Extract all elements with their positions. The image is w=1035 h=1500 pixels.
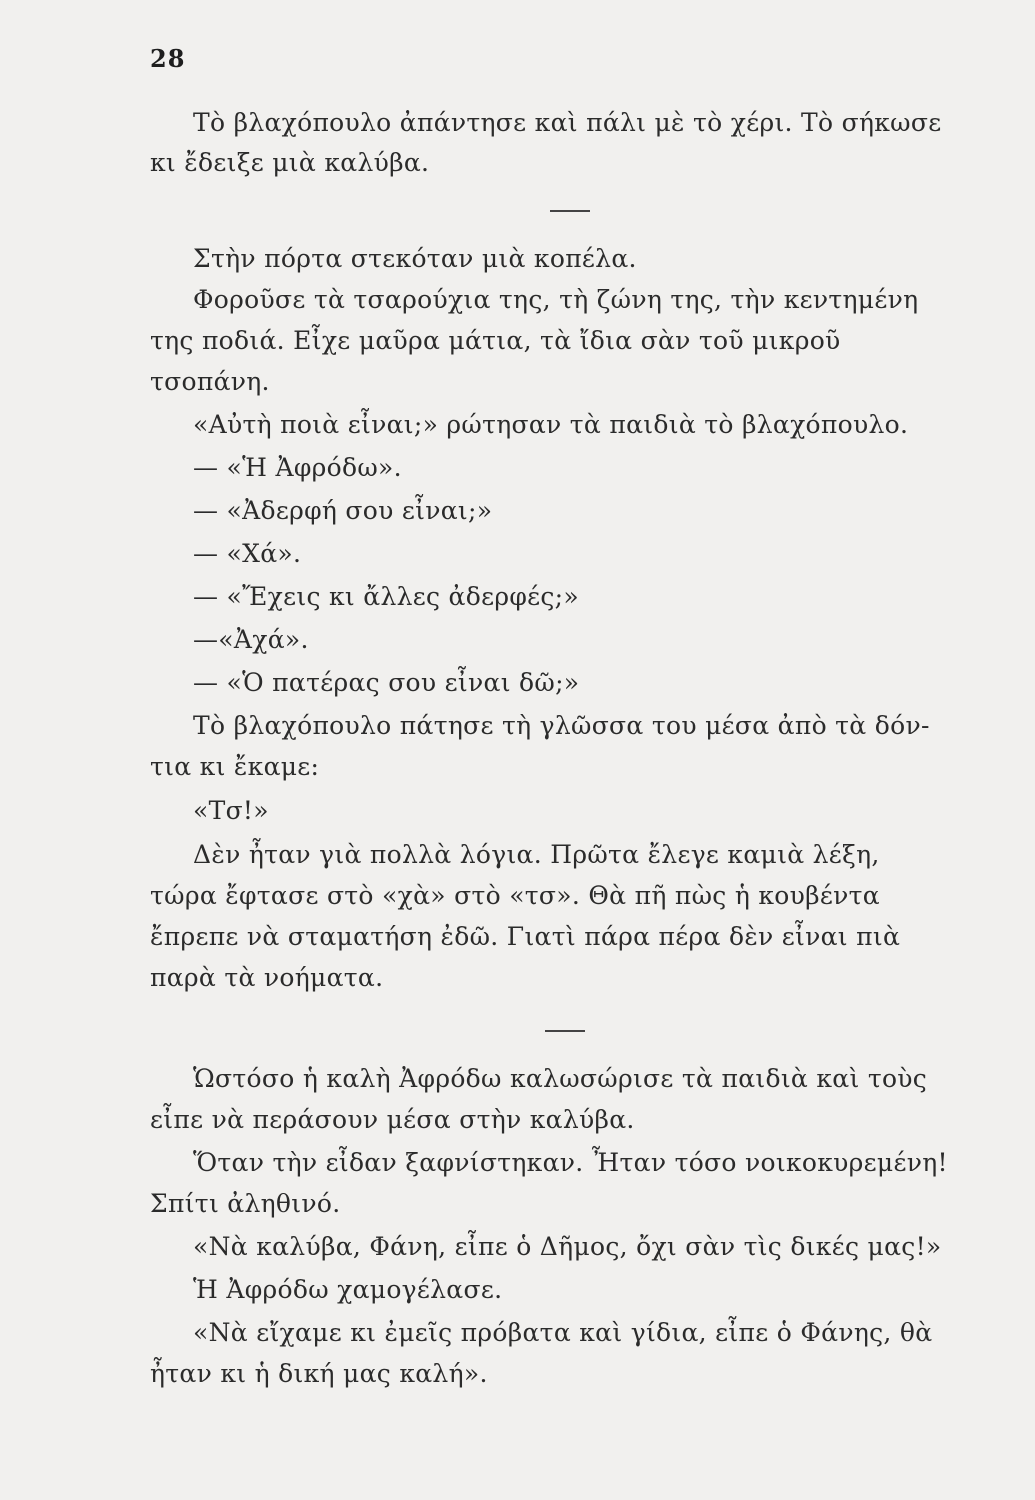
section-divider: [550, 210, 590, 212]
text-line: Σπίτι ἀληθινό.: [150, 1189, 341, 1218]
text-line: «Αὐτὴ ποιὰ εἶναι;» ρώτησαν τὰ παιδιὰ τὸ βλαχόπουλο.: [193, 410, 909, 439]
dialogue-line: — «Ἀδερφή σου εἶναι;»: [193, 496, 493, 525]
text-line: ἦταν κι ἡ δική μας καλή».: [150, 1359, 488, 1388]
dialogue-line: — «Ὁ πατέρας σου εἶναι δῶ;»: [193, 668, 580, 697]
text-line: «Τσ!»: [193, 796, 269, 825]
text-line: παρὰ τὰ νοήματα.: [150, 963, 384, 992]
dialogue-line: — «Χά».: [193, 539, 302, 568]
text-line: εἶπε νὰ περάσουν μέσα στὴν καλύβα.: [150, 1105, 635, 1134]
text-line: τια κι ἔκαμε:: [150, 752, 320, 781]
text-line: Στὴν πόρτα στεκόταν μιὰ κοπέλα.: [193, 244, 637, 273]
text-line: Ἡ Ἀφρόδω χαμογέλασε.: [193, 1275, 503, 1304]
text-line: Τὸ βλαχόπουλο πάτησε τὴ γλῶσσα του μέσα ἀπὸ τὰ δόν-: [193, 711, 930, 740]
text-line: Φοροῦσε τὰ τσαρούχια της, τὴ ζώνη της, τὴν κεντημένη: [193, 285, 919, 314]
dialogue-line: —«Ἀχά».: [193, 625, 309, 654]
text-line: ἔπρεπε νὰ σταματήση ἐδῶ. Γιατὶ πάρα πέρα δὲν εἶναι πιὰ: [150, 922, 901, 951]
text-line: Τὸ βλαχόπουλο ἀπάντησε καὶ πάλι μὲ τὸ χέρι. Τὸ σήκωσε: [193, 108, 942, 137]
text-line: κι ἔδειξε μιὰ καλύβα.: [150, 148, 430, 177]
text-line: «Νὰ καλύβα, Φάνη, εἶπε ὁ Δῆμος, ὄχι σὰν τὶς δικές μας!»: [193, 1232, 942, 1261]
page-number: 28: [150, 44, 186, 73]
text-line: τσοπάνη.: [150, 367, 270, 396]
text-line: «Νὰ εἴχαμε κι ἐμεῖς πρόβατα καὶ γίδια, εἶπε ὁ Φάνης, θὰ: [193, 1318, 933, 1347]
text-line: Ὅταν τὴν εἶδαν ξαφνίστηκαν. Ἦταν τόσο νοικοκυρεμένη!: [193, 1148, 948, 1177]
text-line: τώρα ἔφτασε στὸ «χὰ» στὸ «τσ». Θὰ πῆ πὼς ἡ κουβέντα: [150, 881, 880, 910]
text-line: Δὲν ἦταν γιὰ πολλὰ λόγια. Πρῶτα ἔλεγε καμιὰ λέξη,: [193, 840, 880, 869]
dialogue-line: — «Ἡ Ἀφρόδω».: [193, 453, 402, 482]
text-line: της ποδιά. Εἶχε μαῦρα μάτια, τὰ ἴδια σὰν τοῦ μικροῦ: [150, 326, 841, 355]
section-divider: [545, 1030, 585, 1032]
text-line: Ὡστόσο ἡ καλὴ Ἀφρόδω καλωσώρισε τὰ παιδιὰ καὶ τοὺς: [193, 1064, 928, 1093]
dialogue-line: — «Ἔχεις κι ἄλλες ἀδερφές;»: [193, 582, 580, 611]
